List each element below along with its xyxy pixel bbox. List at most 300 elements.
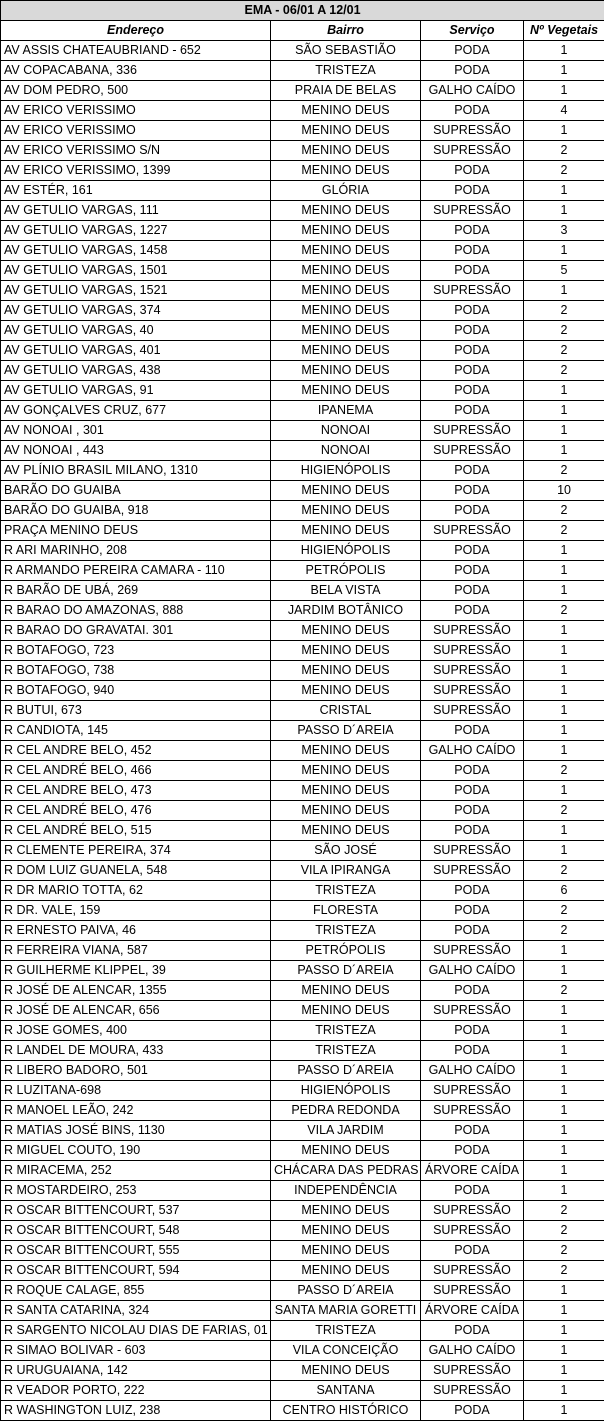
cell-servico: SUPRESSÃO [421,1281,524,1301]
cell-servico: SUPRESSÃO [421,941,524,961]
cell-endereco: R DOM LUIZ GUANELA, 548 [1,861,271,881]
cell-endereco: AV GETULIO VARGAS, 91 [1,381,271,401]
table-row [1,621,604,641]
table-row [1,1101,604,1121]
table-row [1,501,604,521]
cell-vegetais: 1 [524,401,604,421]
table-row [1,861,604,881]
cell-endereco: AV GONÇALVES CRUZ, 677 [1,401,271,421]
cell-bairro: MENINO DEUS [271,221,421,241]
cell-vegetais: 1 [524,201,604,221]
table-row [1,1181,604,1201]
cell-endereco: AV ESTÉR, 161 [1,181,271,201]
cell-servico: GALHO CAÍDO [421,961,524,981]
cell-bairro: MENINO DEUS [271,641,421,661]
cell-endereco: AV GETULIO VARGAS, 1227 [1,221,271,241]
cell-vegetais: 6 [524,881,604,901]
cell-bairro: FLORESTA [271,901,421,921]
table-row [1,1321,604,1341]
cell-servico: SUPRESSÃO [421,1221,524,1241]
cell-bairro: VILA JARDIM [271,1121,421,1141]
cell-vegetais: 1 [524,241,604,261]
table-row [1,1081,604,1101]
cell-vegetais: 2 [524,141,604,161]
cell-endereco: R OSCAR BITTENCOURT, 537 [1,1201,271,1221]
column-header-servico: Serviço [421,21,524,41]
cell-bairro: MENINO DEUS [271,121,421,141]
table-row [1,781,604,801]
table-row [1,1021,604,1041]
table-row [1,661,604,681]
cell-servico: PODA [421,581,524,601]
cell-endereco: R ROQUE CALAGE, 855 [1,1281,271,1301]
cell-servico: PODA [421,101,524,121]
table-row [1,961,604,981]
cell-endereco: R DR. VALE, 159 [1,901,271,921]
cell-endereco: R GUILHERME KLIPPEL, 39 [1,961,271,981]
cell-vegetais: 1 [524,1041,604,1061]
cell-servico: PODA [421,161,524,181]
cell-bairro: MENINO DEUS [271,1201,421,1221]
table-row [1,1301,604,1321]
cell-bairro: MENINO DEUS [271,661,421,681]
cell-servico: GALHO CAÍDO [421,741,524,761]
cell-endereco: R VEADOR PORTO, 222 [1,1381,271,1401]
cell-bairro: CRISTAL [271,701,421,721]
cell-servico: SUPRESSÃO [421,1361,524,1381]
cell-vegetais: 1 [524,121,604,141]
cell-servico: PODA [421,181,524,201]
cell-vegetais: 1 [524,781,604,801]
cell-bairro: PASSO D´AREIA [271,1281,421,1301]
cell-vegetais: 1 [524,641,604,661]
cell-endereco: R OSCAR BITTENCOURT, 555 [1,1241,271,1261]
cell-vegetais: 1 [524,1021,604,1041]
table-row [1,601,604,621]
cell-servico: SUPRESSÃO [421,1261,524,1281]
table-row [1,1001,604,1021]
cell-bairro: MENINO DEUS [271,261,421,281]
table-row [1,941,604,961]
cell-bairro: MENINO DEUS [271,341,421,361]
cell-servico: PODA [421,901,524,921]
cell-vegetais: 1 [524,961,604,981]
cell-vegetais: 2 [524,761,604,781]
table-row [1,561,604,581]
cell-vegetais: 1 [524,41,604,61]
cell-servico: PODA [421,461,524,481]
table-row [1,61,604,81]
cell-servico: PODA [421,761,524,781]
cell-endereco: AV GETULIO VARGAS, 1521 [1,281,271,301]
cell-vegetais: 2 [524,321,604,341]
cell-bairro: MENINO DEUS [271,161,421,181]
cell-servico: PODA [421,241,524,261]
cell-vegetais: 1 [524,1061,604,1081]
table-row [1,101,604,121]
cell-bairro: PETRÓPOLIS [271,941,421,961]
cell-bairro: MENINO DEUS [271,361,421,381]
table-row [1,481,604,501]
table-row [1,281,604,301]
cell-servico: PODA [421,1121,524,1141]
table-row [1,1241,604,1261]
cell-bairro: MENINO DEUS [271,741,421,761]
cell-bairro: MENINO DEUS [271,101,421,121]
cell-bairro: HIGIENÓPOLIS [271,461,421,481]
cell-bairro: MENINO DEUS [271,481,421,501]
cell-servico: PODA [421,1241,524,1261]
cell-bairro: MENINO DEUS [271,1241,421,1261]
cell-endereco: R ARI MARINHO, 208 [1,541,271,561]
cell-endereco: R OSCAR BITTENCOURT, 594 [1,1261,271,1281]
cell-endereco: AV ASSIS CHATEAUBRIAND - 652 [1,41,271,61]
cell-vegetais: 2 [524,341,604,361]
cell-bairro: MENINO DEUS [271,241,421,261]
table-row [1,1401,604,1421]
cell-servico: PODA [421,821,524,841]
table-row [1,221,604,241]
cell-bairro: TRISTEZA [271,61,421,81]
cell-vegetais: 1 [524,941,604,961]
cell-endereco: R BOTAFOGO, 940 [1,681,271,701]
cell-bairro: MENINO DEUS [271,1001,421,1021]
cell-servico: SUPRESSÃO [421,1201,524,1221]
table-row [1,701,604,721]
cell-servico: SUPRESSÃO [421,641,524,661]
cell-endereco: BARÃO DO GUAIBA [1,481,271,501]
cell-bairro: MENINO DEUS [271,761,421,781]
cell-vegetais: 2 [524,1241,604,1261]
table-row [1,1041,604,1061]
cell-bairro: NONOAI [271,421,421,441]
cell-servico: SUPRESSÃO [421,441,524,461]
cell-vegetais: 1 [524,1361,604,1381]
cell-endereco: AV GETULIO VARGAS, 401 [1,341,271,361]
cell-servico: PODA [421,1041,524,1061]
cell-endereco: R ARMANDO PEREIRA CAMARA - 110 [1,561,271,581]
table-row [1,81,604,101]
table-row [1,821,604,841]
cell-vegetais: 2 [524,461,604,481]
cell-bairro: PASSO D´AREIA [271,721,421,741]
cell-endereco: R BOTAFOGO, 723 [1,641,271,661]
cell-vegetais: 1 [524,181,604,201]
cell-servico: PODA [421,501,524,521]
cell-servico: SUPRESSÃO [421,521,524,541]
cell-endereco: R MIRACEMA, 252 [1,1161,271,1181]
cell-servico: SUPRESSÃO [421,681,524,701]
cell-vegetais: 10 [524,481,604,501]
cell-vegetais: 1 [524,821,604,841]
table-row [1,581,604,601]
cell-bairro: MENINO DEUS [271,501,421,521]
cell-servico: PODA [421,221,524,241]
cell-endereco: R MATIAS JOSÉ BINS, 1130 [1,1121,271,1141]
cell-vegetais: 1 [524,1001,604,1021]
table-row [1,1381,604,1401]
cell-endereco: R OSCAR BITTENCOURT, 548 [1,1221,271,1241]
cell-servico: SUPRESSÃO [421,861,524,881]
cell-endereco: AV ERICO VERISSIMO [1,121,271,141]
cell-servico: PODA [421,41,524,61]
cell-endereco: R CEL ANDRÉ BELO, 466 [1,761,271,781]
table-row [1,1221,604,1241]
cell-servico: PODA [421,1321,524,1341]
cell-endereco: R LIBERO BADORO, 501 [1,1061,271,1081]
cell-servico: SUPRESSÃO [421,841,524,861]
cell-endereco: AV GETULIO VARGAS, 1458 [1,241,271,261]
header-row [1,21,604,41]
cell-vegetais: 2 [524,521,604,541]
table-row [1,841,604,861]
cell-servico: PODA [421,321,524,341]
cell-servico: SUPRESSÃO [421,661,524,681]
cell-bairro: GLÓRIA [271,181,421,201]
cell-endereco: R MOSTARDEIRO, 253 [1,1181,271,1201]
cell-vegetais: 1 [524,1121,604,1141]
cell-bairro: BELA VISTA [271,581,421,601]
cell-vegetais: 1 [524,81,604,101]
table-row [1,201,604,221]
table-row [1,1361,604,1381]
cell-servico: PODA [421,1181,524,1201]
cell-vegetais: 1 [524,741,604,761]
cell-endereco: R CLEMENTE PEREIRA, 374 [1,841,271,861]
cell-servico: ÁRVORE CAÍDA [421,1161,524,1181]
cell-endereco: R BARAO DO AMAZONAS, 888 [1,601,271,621]
cell-servico: SUPRESSÃO [421,621,524,641]
cell-bairro: MENINO DEUS [271,821,421,841]
cell-bairro: TRISTEZA [271,1321,421,1341]
cell-bairro: PEDRA REDONDA [271,1101,421,1121]
cell-servico: PODA [421,541,524,561]
cell-bairro: VILA IPIRANGA [271,861,421,881]
cell-endereco: R CANDIOTA, 145 [1,721,271,741]
table-row [1,1341,604,1361]
cell-endereco: R CEL ANDRE BELO, 473 [1,781,271,801]
cell-vegetais: 2 [524,901,604,921]
cell-vegetais: 1 [524,581,604,601]
table-row [1,121,604,141]
cell-bairro: MENINO DEUS [271,681,421,701]
cell-vegetais: 2 [524,861,604,881]
cell-vegetais: 2 [524,801,604,821]
cell-endereco: BARÃO DO GUAIBA, 918 [1,501,271,521]
table-row [1,641,604,661]
table-row [1,721,604,741]
cell-endereco: AV PLÍNIO BRASIL MILANO, 1310 [1,461,271,481]
cell-bairro: JARDIM BOTÂNICO [271,601,421,621]
table-row [1,381,604,401]
cell-bairro: MENINO DEUS [271,281,421,301]
cell-vegetais: 2 [524,361,604,381]
table-row [1,401,604,421]
cell-bairro: MENINO DEUS [271,621,421,641]
cell-bairro: NONOAI [271,441,421,461]
cell-endereco: AV GETULIO VARGAS, 438 [1,361,271,381]
cell-bairro: PRAIA DE BELAS [271,81,421,101]
cell-vegetais: 1 [524,841,604,861]
cell-bairro: HIGIENÓPOLIS [271,1081,421,1101]
cell-vegetais: 2 [524,501,604,521]
table-row [1,1201,604,1221]
cell-vegetais: 1 [524,281,604,301]
cell-servico: PODA [421,881,524,901]
cell-servico: SUPRESSÃO [421,1381,524,1401]
cell-endereco: R JOSE GOMES, 400 [1,1021,271,1041]
cell-vegetais: 1 [524,701,604,721]
cell-endereco: R CEL ANDRE BELO, 452 [1,741,271,761]
cell-vegetais: 2 [524,1261,604,1281]
cell-vegetais: 2 [524,1201,604,1221]
cell-bairro: HIGIENÓPOLIS [271,541,421,561]
column-header-bairro: Bairro [271,21,421,41]
cell-endereco: AV NONOAI , 301 [1,421,271,441]
table-row [1,441,604,461]
cell-servico: SUPRESSÃO [421,201,524,221]
cell-endereco: AV ERICO VERISSIMO [1,101,271,121]
cell-bairro: TRISTEZA [271,921,421,941]
table-row [1,321,604,341]
cell-endereco: R JOSÉ DE ALENCAR, 1355 [1,981,271,1001]
cell-endereco: R BOTAFOGO, 738 [1,661,271,681]
cell-bairro: MENINO DEUS [271,521,421,541]
cell-endereco: AV NONOAI , 443 [1,441,271,461]
cell-endereco: R SARGENTO NICOLAU DIAS DE FARIAS, 01 [1,1321,271,1341]
cell-endereco: R BARAO DO GRAVATAI. 301 [1,621,271,641]
cell-endereco: R LANDEL DE MOURA, 433 [1,1041,271,1061]
cell-vegetais: 1 [524,541,604,561]
cell-servico: PODA [421,381,524,401]
cell-vegetais: 1 [524,1101,604,1121]
cell-servico: PODA [421,1141,524,1161]
cell-bairro: MENINO DEUS [271,981,421,1001]
cell-bairro: MENINO DEUS [271,321,421,341]
cell-servico: PODA [421,301,524,321]
cell-bairro: MENINO DEUS [271,381,421,401]
cell-bairro: INDEPENDÊNCIA [271,1181,421,1201]
cell-bairro: TRISTEZA [271,881,421,901]
cell-endereco: R CEL ANDRÉ BELO, 515 [1,821,271,841]
cell-endereco: AV COPACABANA, 336 [1,61,271,81]
cell-servico: PODA [421,1401,524,1421]
cell-endereco: AV GETULIO VARGAS, 40 [1,321,271,341]
cell-servico: PODA [421,721,524,741]
cell-endereco: R BUTUI, 673 [1,701,271,721]
cell-servico: SUPRESSÃO [421,1101,524,1121]
cell-servico: SUPRESSÃO [421,701,524,721]
cell-vegetais: 1 [524,441,604,461]
cell-endereco: R WASHINGTON LUIZ, 238 [1,1401,271,1421]
cell-endereco: R SIMAO BOLIVAR - 603 [1,1341,271,1361]
table-row [1,1061,604,1081]
table-row [1,1141,604,1161]
table-row [1,141,604,161]
cell-servico: PODA [421,481,524,501]
cell-servico: PODA [421,61,524,81]
cell-bairro: SANTANA [271,1381,421,1401]
cell-bairro: MENINO DEUS [271,1141,421,1161]
cell-bairro: MENINO DEUS [271,201,421,221]
cell-vegetais: 3 [524,221,604,241]
cell-vegetais: 1 [524,61,604,81]
cell-endereco: AV GETULIO VARGAS, 111 [1,201,271,221]
cell-servico: PODA [421,1021,524,1041]
cell-vegetais: 4 [524,101,604,121]
cell-endereco: R BARÃO DE UBÁ, 269 [1,581,271,601]
table-row [1,261,604,281]
cell-endereco: R URUGUAIANA, 142 [1,1361,271,1381]
cell-servico: SUPRESSÃO [421,1001,524,1021]
cell-endereco: R MANOEL LEÃO, 242 [1,1101,271,1121]
cell-bairro: SANTA MARIA GORETTI [271,1301,421,1321]
table-row [1,921,604,941]
cell-vegetais: 2 [524,921,604,941]
cell-vegetais: 1 [524,721,604,741]
cell-vegetais: 1 [524,661,604,681]
cell-endereco: R MIGUEL COUTO, 190 [1,1141,271,1161]
cell-vegetais: 1 [524,561,604,581]
table-row [1,881,604,901]
cell-servico: PODA [421,261,524,281]
cell-endereco: R LUZITANA-698 [1,1081,271,1101]
cell-vegetais: 2 [524,161,604,181]
cell-vegetais: 2 [524,601,604,621]
cell-servico: SUPRESSÃO [421,121,524,141]
cell-endereco: AV DOM PEDRO, 500 [1,81,271,101]
table-row [1,521,604,541]
cell-vegetais: 1 [524,1161,604,1181]
cell-endereco: PRAÇA MENINO DEUS [1,521,271,541]
cell-bairro: MENINO DEUS [271,301,421,321]
cell-vegetais: 2 [524,301,604,321]
cell-servico: PODA [421,981,524,1001]
cell-servico: PODA [421,341,524,361]
cell-vegetais: 1 [524,1081,604,1101]
cell-endereco: AV GETULIO VARGAS, 1501 [1,261,271,281]
cell-servico: PODA [421,781,524,801]
cell-endereco: R JOSÉ DE ALENCAR, 656 [1,1001,271,1021]
table-row [1,41,604,61]
cell-servico: ÁRVORE CAÍDA [421,1301,524,1321]
cell-servico: GALHO CAÍDO [421,81,524,101]
cell-endereco: R SANTA CATARINA, 324 [1,1301,271,1321]
cell-vegetais: 1 [524,1381,604,1401]
cell-servico: PODA [421,561,524,581]
cell-servico: GALHO CAÍDO [421,1061,524,1081]
cell-endereco: R CEL ANDRÉ BELO, 476 [1,801,271,821]
table-row [1,461,604,481]
cell-vegetais: 1 [524,381,604,401]
cell-bairro: TRISTEZA [271,1041,421,1061]
cell-servico: SUPRESSÃO [421,1081,524,1101]
cell-servico: SUPRESSÃO [421,281,524,301]
table-row [1,361,604,381]
cell-vegetais: 2 [524,981,604,1001]
table-row [1,181,604,201]
cell-vegetais: 1 [524,1401,604,1421]
cell-vegetais: 1 [524,681,604,701]
cell-bairro: PETRÓPOLIS [271,561,421,581]
cell-endereco: R DR MARIO TOTTA, 62 [1,881,271,901]
cell-bairro: MENINO DEUS [271,1221,421,1241]
cell-bairro: IPANEMA [271,401,421,421]
cell-vegetais: 1 [524,1141,604,1161]
cell-endereco: AV ERICO VERISSIMO S/N [1,141,271,161]
cell-bairro: MENINO DEUS [271,801,421,821]
table-title: EMA - 06/01 A 12/01 [1,1,604,21]
